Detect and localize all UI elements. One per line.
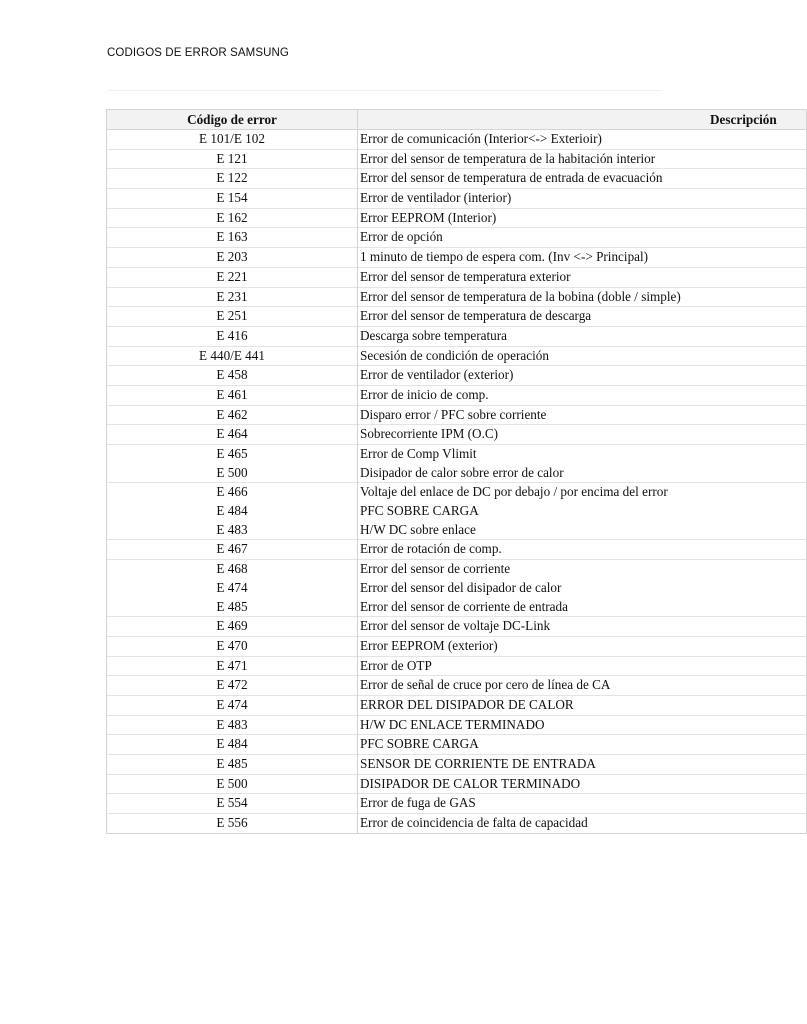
table-row bbox=[107, 483, 807, 502]
error-description-cell bbox=[358, 483, 807, 502]
error-description-cell bbox=[358, 267, 807, 287]
error-code: E 465 bbox=[216, 446, 248, 461]
error-description-cell bbox=[358, 464, 807, 483]
error-code: E 556 bbox=[216, 815, 248, 831]
error-description: Error de opción bbox=[360, 229, 443, 245]
error-description: Error del sensor del disipador de calor bbox=[360, 579, 562, 595]
error-description: Error EEPROM (Interior) bbox=[360, 209, 497, 225]
error-description-cell bbox=[358, 445, 807, 464]
table-row bbox=[107, 521, 807, 540]
error-code-cell bbox=[107, 346, 358, 366]
error-description: ERROR DEL DISIPADOR DE CALOR bbox=[360, 696, 574, 712]
error-description-cell bbox=[358, 385, 807, 405]
error-code-cell bbox=[107, 483, 358, 502]
error-code-cell bbox=[107, 695, 358, 715]
error-description: Error de coincidencia de falta de capacidad bbox=[360, 815, 588, 831]
error-code: E 416 bbox=[216, 327, 248, 343]
error-code: E 500 bbox=[216, 464, 248, 480]
error-code-cell bbox=[107, 366, 358, 386]
error-code: E 221 bbox=[216, 268, 248, 284]
error-description: Error de inicio de comp. bbox=[360, 386, 489, 402]
table-row bbox=[107, 598, 807, 617]
error-code: E 461 bbox=[216, 386, 248, 402]
error-description: Descarga sobre temperatura bbox=[360, 327, 507, 343]
error-description: Error del sensor de temperatura de descarga bbox=[360, 308, 592, 324]
table-row bbox=[107, 502, 807, 521]
table-row bbox=[107, 208, 807, 228]
error-description-cell bbox=[358, 307, 807, 327]
error-description: 1 minuto de tiempo de espera com. (Inv <-> Principal) bbox=[360, 249, 649, 265]
error-description: Error de Comp Vlimit bbox=[360, 446, 477, 461]
error-description: Disparo error / PFC sobre corriente bbox=[360, 406, 547, 422]
error-code-cell bbox=[107, 425, 358, 445]
error-code-cell bbox=[107, 208, 358, 228]
error-description-cell bbox=[358, 228, 807, 248]
error-code-cell bbox=[107, 540, 358, 560]
error-code-cell bbox=[107, 521, 358, 540]
error-description: Error de OTP bbox=[360, 657, 432, 673]
error-code: E 121 bbox=[216, 150, 248, 166]
error-description: Error de señal de cruce por cero de línea de CA bbox=[360, 677, 611, 693]
error-description-cell bbox=[358, 502, 807, 521]
error-description-cell bbox=[358, 540, 807, 560]
error-description-cell bbox=[358, 617, 807, 637]
table-row bbox=[107, 579, 807, 598]
error-code-cell bbox=[107, 445, 358, 464]
table-row bbox=[107, 248, 807, 268]
error-code-cell bbox=[107, 656, 358, 676]
error-description: SENSOR DE CORRIENTE DE ENTRADA bbox=[360, 756, 596, 771]
table-row bbox=[107, 464, 807, 483]
error-description: Error del sensor de voltaje DC-Link bbox=[360, 618, 551, 634]
error-description-cell bbox=[358, 425, 807, 445]
error-description: DISIPADOR DE CALOR TERMINADO bbox=[360, 775, 581, 791]
error-description: Error de comunicación (Interior<-> Exterioir) bbox=[360, 131, 602, 146]
error-description: Error de fuga de GAS bbox=[360, 795, 476, 811]
error-code: E 554 bbox=[216, 795, 248, 811]
table-row bbox=[107, 149, 807, 169]
table-row bbox=[107, 425, 807, 445]
error-description-cell bbox=[358, 560, 807, 579]
error-code-cell bbox=[107, 755, 358, 775]
error-description-cell bbox=[358, 208, 807, 228]
table-row bbox=[107, 676, 807, 696]
error-code: E 469 bbox=[216, 618, 248, 634]
error-code-cell bbox=[107, 248, 358, 268]
column-header-description: Descripción bbox=[358, 110, 807, 130]
error-description-cell bbox=[358, 794, 807, 814]
error-code: E 464 bbox=[216, 426, 248, 442]
error-description-cell bbox=[358, 346, 807, 366]
table-row bbox=[107, 326, 807, 346]
error-code-cell bbox=[107, 228, 358, 248]
error-code-cell bbox=[107, 130, 358, 150]
error-description-cell bbox=[358, 579, 807, 598]
error-code-cell bbox=[107, 560, 358, 579]
error-description: Error del sensor de temperatura exterior bbox=[360, 268, 571, 284]
table-row bbox=[107, 656, 807, 676]
divider bbox=[107, 90, 662, 91]
table-row bbox=[107, 636, 807, 656]
table-row bbox=[107, 169, 807, 189]
error-code-cell bbox=[107, 636, 358, 656]
error-description-cell bbox=[358, 521, 807, 540]
table-row bbox=[107, 189, 807, 209]
table-row bbox=[107, 346, 807, 366]
error-code: E 467 bbox=[216, 541, 248, 557]
error-code: E 251 bbox=[216, 308, 248, 324]
error-description-cell bbox=[358, 326, 807, 346]
error-code-cell bbox=[107, 794, 358, 814]
error-code-cell bbox=[107, 579, 358, 598]
error-description-cell bbox=[358, 715, 807, 735]
table-row bbox=[107, 267, 807, 287]
error-code: E 162 bbox=[216, 209, 248, 225]
table-row bbox=[107, 540, 807, 560]
error-code: E 472 bbox=[216, 677, 248, 693]
table-header-row bbox=[107, 110, 807, 130]
table-row bbox=[107, 695, 807, 715]
error-code-cell bbox=[107, 464, 358, 483]
error-code-cell bbox=[107, 385, 358, 405]
table-row bbox=[107, 560, 807, 579]
error-description-cell bbox=[358, 130, 807, 150]
error-code-cell bbox=[107, 405, 358, 425]
error-code-cell bbox=[107, 598, 358, 617]
error-code: E 471 bbox=[216, 657, 248, 673]
column-header-code: Código de error bbox=[107, 110, 358, 130]
error-code-cell bbox=[107, 814, 358, 834]
error-code: E 474 bbox=[216, 579, 248, 595]
table-row bbox=[107, 366, 807, 386]
error-code: E 231 bbox=[216, 288, 248, 304]
error-code-cell bbox=[107, 149, 358, 169]
error-code: E 154 bbox=[216, 190, 248, 206]
table-row bbox=[107, 287, 807, 307]
error-description-cell bbox=[358, 695, 807, 715]
error-code-cell bbox=[107, 326, 358, 346]
page-title: CODIGOS DE ERROR SAMSUNG bbox=[107, 47, 289, 59]
error-code: E 484 bbox=[216, 503, 248, 519]
error-code-cell bbox=[107, 735, 358, 755]
error-code: E 484 bbox=[216, 736, 248, 752]
table-row bbox=[107, 130, 807, 150]
error-code: E 462 bbox=[216, 406, 248, 422]
error-description-cell bbox=[358, 366, 807, 386]
error-code-cell bbox=[107, 307, 358, 327]
error-code: E 163 bbox=[216, 229, 248, 245]
error-description-cell bbox=[358, 405, 807, 425]
error-description-cell bbox=[358, 598, 807, 617]
error-description-cell bbox=[358, 676, 807, 696]
error-description: PFC SOBRE CARGA bbox=[360, 503, 479, 519]
error-description-cell bbox=[358, 189, 807, 209]
table-row bbox=[107, 385, 807, 405]
error-code-cell bbox=[107, 267, 358, 287]
table-row bbox=[107, 617, 807, 637]
error-description: Error EEPROM (exterior) bbox=[360, 637, 498, 653]
error-code: E 483 bbox=[216, 716, 248, 732]
error-description: Secesión de condición de operación bbox=[360, 347, 549, 363]
error-code: E 485 bbox=[216, 598, 248, 614]
error-code: E 101/E 102 bbox=[199, 131, 265, 146]
error-code-cell bbox=[107, 676, 358, 696]
table-row bbox=[107, 814, 807, 834]
error-description-cell bbox=[358, 735, 807, 755]
error-description: Error del sensor de temperatura de la bobina (doble / simple) bbox=[360, 288, 681, 304]
error-description: Disipador de calor sobre error de calor bbox=[360, 464, 564, 480]
error-description-cell bbox=[358, 169, 807, 189]
error-code: E 458 bbox=[216, 367, 248, 383]
error-description: Error del sensor de temperatura de entrada de evacuación bbox=[360, 170, 663, 186]
error-description: H/W DC sobre enlace bbox=[360, 521, 476, 537]
error-code: E 440/E 441 bbox=[199, 347, 265, 363]
error-code: E 203 bbox=[216, 249, 248, 265]
error-code-cell bbox=[107, 715, 358, 735]
table-row bbox=[107, 307, 807, 327]
table-row bbox=[107, 774, 807, 794]
error-code: E 470 bbox=[216, 637, 248, 653]
table-row bbox=[107, 715, 807, 735]
error-description: Error de ventilador (exterior) bbox=[360, 367, 514, 383]
error-description-cell bbox=[358, 814, 807, 834]
error-code: E 466 bbox=[216, 484, 248, 500]
error-code-cell bbox=[107, 189, 358, 209]
error-description: Error del sensor de corriente de entrada bbox=[360, 598, 568, 614]
table-row bbox=[107, 755, 807, 775]
error-description: Voltaje del enlace de DC por debajo / por encima del error bbox=[360, 484, 668, 500]
error-description: Error del sensor de temperatura de la habitación interior bbox=[360, 150, 656, 166]
error-description-cell bbox=[358, 636, 807, 656]
error-code-cell bbox=[107, 774, 358, 794]
error-description: PFC SOBRE CARGA bbox=[360, 736, 479, 752]
error-description-cell bbox=[358, 755, 807, 775]
error-code: E 474 bbox=[216, 696, 248, 712]
error-code-cell bbox=[107, 617, 358, 637]
table-row bbox=[107, 228, 807, 248]
error-code: E 468 bbox=[216, 561, 248, 577]
error-description-cell bbox=[358, 774, 807, 794]
error-code: E 485 bbox=[216, 756, 248, 771]
error-code-cell bbox=[107, 169, 358, 189]
error-codes-table bbox=[106, 109, 807, 834]
table-row bbox=[107, 405, 807, 425]
error-description-cell bbox=[358, 149, 807, 169]
error-description: Error del sensor de corriente bbox=[360, 561, 511, 577]
table-row bbox=[107, 445, 807, 464]
error-code: E 500 bbox=[216, 775, 248, 791]
error-description: Error de rotación de comp. bbox=[360, 541, 502, 557]
table-row bbox=[107, 735, 807, 755]
error-description-cell bbox=[358, 656, 807, 676]
error-description-cell bbox=[358, 287, 807, 307]
error-description: H/W DC ENLACE TERMINADO bbox=[360, 716, 545, 732]
error-code-cell bbox=[107, 502, 358, 521]
error-description-cell bbox=[358, 248, 807, 268]
error-code: E 483 bbox=[216, 521, 248, 537]
error-description: Error de ventilador (interior) bbox=[360, 190, 512, 206]
error-code: E 122 bbox=[216, 170, 248, 186]
error-code-cell bbox=[107, 287, 358, 307]
table-row bbox=[107, 794, 807, 814]
error-description: Sobrecorriente IPM (O.C) bbox=[360, 426, 499, 442]
